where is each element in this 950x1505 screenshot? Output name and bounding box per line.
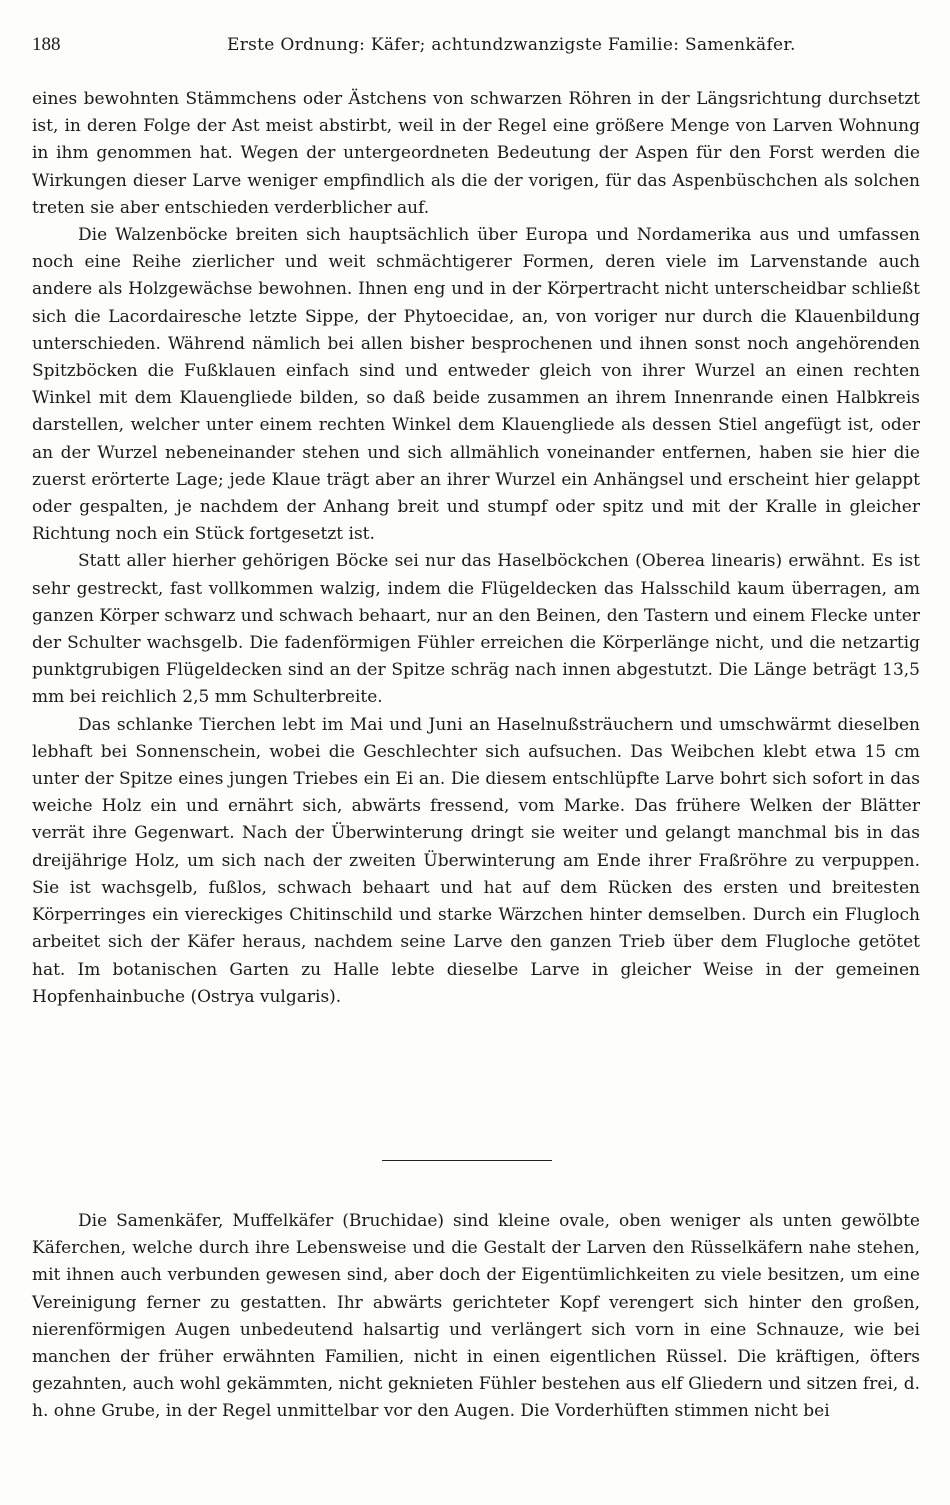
page-header [32,30,922,60]
paragraph-lebensweise: Das schlanke Tierchen lebt im Mai und Juni an Haselnußsträuchern und umschwärmt dieselben lebhaft bei Sonnenschein, wobei die Geschlechter sich aufsuchen. Das Weibchen klebt etwa 15 cm unter der Spitze eines jungen Triebes ein Ei an. Die diesem entschlüpfte Larve bohrt sich sofort in das weiche Holz ein und ernährt sich, abwärts fressend, vom Marke. Das frühere Welken der Blätter verrät ihre Gegenwart. Nach der Überwinterung dringt sie weiter und gelangt manchmal bis in das dreijährige Holz, um sich nach der zweiten Überwinterung am Ende ihrer Fraßröhre zu verpuppen. Sie ist wachsgelb, fußlos, schwach behaart und hat auf dem Rücken des ersten und breitesten Körperringes ein viereckiges Chitinschild und starke Wärzchen hinter demselben. Durch ein Flugloch arbeitet sich der Käfer heraus, nachdem seine Larve den ganzen Trieb über dem Flugloche getötet hat. Im botanischen Garten zu Halle lebte dieselbe Larve in gleicher Weise in der gemeinen Hopfenhainbuche (Ostrya vulgaris). [32,714,920,1007]
paragraph-haselboeckchen: Statt aller hierher gehörigen Böcke sei nur das Haselböckchen (Oberea linearis) erwähnt. Es ist sehr gestreckt, fast vollkommen walzig, indem die Flügeldecken das Halsschild kaum überragen, am ganzen Körper schwarz und schwach behaart, nur an den Beinen, den Tastern und einem Flecke unter der Schulter wachsgelb. Die fadenförmigen Fühler erreichen die Körperlänge nicht, und die netzartig punktgrubigen Flügeldecken sind an der Spitze schräg nach innen abgestutzt. Die Länge beträgt 13,5 mm bei reichlich 2,5 mm Schulterbreite. [32,551,920,708]
paragraph-continuation: eines bewohnten Stämmchens oder Ästchens von schwarzen Röhren in der Längsrichtung durchsetzt ist, in deren Folge der Ast meist abstirbt, weil in der Regel eine größere Menge von Larven Wohnung in ihm genommen hat. Wegen der untergeordneten Bedeutung der Aspen für den Forst werden die Wirkungen dieser Larve weniger empfindlich als die der vorigen, für das Aspenbüschchen als solchen treten sie aber entschieden verderblicher auf. [32,89,920,218]
section-divider [382,1160,552,1161]
section-walzenboecke [32,86,920,1011]
page-number: 188 [32,34,61,55]
paragraph-walzenboecke: Die Walzenböcke breiten sich hauptsächlich über Europa und Nordamerika aus und umfassen noch eine Reihe zierlicher und weit schmächtigerer Formen, deren viele im Larvenstande auch andere als Holzgewächse bewohnen. Ihnen eng und in der Körpertracht nicht unterscheidbar schließt sich die Lacordairesche letzte Sippe, der Phytoecidae, an, von voriger nur durch die Klauenbildung unterschieden. Während nämlich bei allen bisher besprochenen und ihnen sonst noch angehörenden Spitzböcken die Fußklauen einfach sind und entweder gleich von ihrer Wurzel an einen rechten Winkel mit dem Klauengliede bilden, so daß beide zusammen an ihrem Innenrande einen Halbkreis darstellen, welcher unter einem rechten Winkel dem Klauengliede als dessen Stiel angefügt ist, oder an der Wurzel nebeneinander stehen und sich allmählich voneinander entfernen, haben sie hier die zuerst erörterte Lage; jede Klaue trägt aber an ihrer Wurzel ein Anhängsel und erscheint hier gelappt oder gespalten, je nachdem der Anhang breit und stumpf oder spitz und mit der Kralle in gleicher Richtung noch ein Stück fortgesetzt ist. [32,225,920,545]
paragraph-samenkaefer: Die Samenkäfer, Muffelkäfer (Bruchidae) sind kleine ovale, oben weniger als unten gewölbte Käferchen, welche durch ihre Lebensweise und die Gestalt der Larven den Rüsselkäfern nahe stehen, mit ihnen auch verbunden gewesen sind, aber doch der Eigentümlichkeiten zu viele besitzen, um eine Vereinigung ferner zu gestatten. Ihr abwärts gerichteter Kopf verengert sich hinter den großen, nierenförmigen Augen unbedeutend halsartig und verlängert sich vorn in eine Schnauze, wie bei manchen der früher erwähnten Familien, nicht in einen eigentlichen Rüssel. Die kräftigen, öfters gezahnten, auch wohl gekämmten, nicht geknieten Fühler bestehen aus elf Gliedern und sitzen frei, d. h. ohne Grube, in der Regel unmittelbar vor den Augen. Die Vorderhüften stimmen nicht bei [32,1211,920,1422]
section-samenkaefer [32,1208,920,1426]
running-head: Erste Ordnung: Käfer; achtundzwanzigste Familie: Samenkäfer. [227,35,796,55]
